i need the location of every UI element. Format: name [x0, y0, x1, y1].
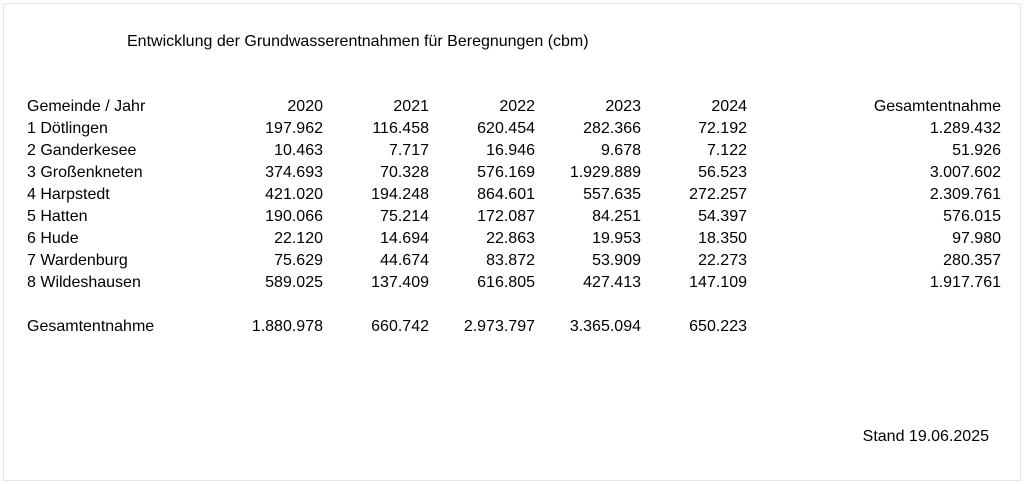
header-year-2023: 2023	[605, 98, 641, 115]
row-value: 197.962	[265, 120, 323, 137]
totals-value: 2.973.797	[463, 318, 535, 335]
row-name: 8 Wildeshausen	[27, 274, 141, 291]
header-label: Gemeinde / Jahr	[27, 98, 146, 115]
row-name: 5 Hatten	[27, 208, 88, 225]
row-value: 7.122	[706, 142, 747, 159]
table-row	[27, 206, 1001, 228]
row-value: 620.454	[477, 120, 535, 137]
row-value: 172.087	[477, 208, 535, 225]
table-row	[27, 184, 1001, 206]
row-value: 18.350	[698, 230, 747, 247]
table-row	[27, 272, 1001, 294]
row-value: 72.192	[698, 120, 747, 137]
row-value: 616.805	[477, 274, 535, 291]
totals-value: 650.223	[689, 318, 747, 335]
row-value: 421.020	[265, 186, 323, 203]
row-value: 116.458	[372, 120, 429, 137]
row-value: 137.409	[371, 274, 429, 291]
table-row	[27, 140, 1001, 162]
row-name: 6 Hude	[27, 230, 79, 247]
totals-value: 660.742	[371, 318, 429, 335]
row-name: 2 Ganderkesee	[27, 142, 137, 159]
row-name: 3 Großenkneten	[27, 164, 143, 181]
header-year-2020: 2020	[287, 98, 323, 115]
row-value: 147.109	[689, 274, 747, 291]
header-year-2022: 2022	[499, 98, 535, 115]
groundwater-table	[27, 96, 1001, 338]
row-value: 576.169	[477, 164, 535, 181]
row-value: 54.397	[698, 208, 747, 225]
header-total: Gesamtentnahme	[873, 98, 1001, 115]
row-value: 53.909	[592, 252, 641, 269]
row-value: 22.120	[274, 230, 323, 247]
header-year-2021: 2021	[393, 98, 429, 115]
row-value: 84.251	[592, 208, 641, 225]
row-value: 44.674	[380, 252, 429, 269]
row-total: 3.007.602	[929, 164, 1001, 181]
table-header-row	[27, 96, 1001, 118]
row-value: 557.635	[583, 186, 641, 203]
row-name: 1 Dötlingen	[27, 120, 108, 137]
row-value: 1.929.889	[569, 164, 641, 181]
row-value: 70.328	[380, 164, 429, 181]
row-value: 427.413	[583, 274, 641, 291]
totals-row	[27, 316, 1001, 338]
page-title: Entwicklung der Grundwasserentnahmen für Beregnungen (cbm)	[127, 33, 589, 50]
row-total: 1.917.761	[929, 274, 1001, 291]
totals-label: Gesamtentnahme	[27, 318, 155, 335]
row-value: 83.872	[486, 252, 535, 269]
row-value: 22.863	[486, 230, 535, 247]
row-value: 9.678	[600, 142, 641, 159]
row-value: 16.946	[486, 142, 535, 159]
table-row	[27, 228, 1001, 250]
row-name: 4 Harpstedt	[27, 186, 110, 203]
row-value: 282.366	[583, 120, 641, 137]
row-value: 190.066	[265, 208, 323, 225]
totals-value: 3.365.094	[569, 318, 641, 335]
row-value: 10.463	[274, 142, 323, 159]
row-value: 75.214	[380, 208, 429, 225]
row-name: 7 Wardenburg	[27, 252, 128, 269]
row-total: 576.015	[943, 208, 1001, 225]
row-value: 19.953	[592, 230, 641, 247]
row-value: 272.257	[689, 186, 747, 203]
table-body	[27, 118, 1001, 294]
row-value: 14.694	[380, 230, 429, 247]
row-total: 1.289.432	[929, 120, 1001, 137]
table-row	[27, 118, 1001, 140]
row-total: 97.980	[952, 230, 1001, 247]
row-total: 280.357	[943, 252, 1001, 269]
totals-value: 1.880.978	[251, 318, 323, 335]
row-value: 864.601	[477, 186, 535, 203]
row-value: 56.523	[698, 164, 747, 181]
row-value: 75.629	[274, 252, 323, 269]
row-value: 374.693	[265, 164, 323, 181]
table-row	[27, 250, 1001, 272]
row-total: 2.309.761	[929, 186, 1001, 203]
row-value: 22.273	[698, 252, 747, 269]
status-date: Stand 19.06.2025	[862, 428, 989, 445]
row-value: 7.717	[388, 142, 429, 159]
header-year-2024: 2024	[711, 98, 747, 115]
row-value: 589.025	[265, 274, 323, 291]
row-total: 51.926	[952, 142, 1001, 159]
table-row	[27, 162, 1001, 184]
row-value: 194.248	[371, 186, 429, 203]
